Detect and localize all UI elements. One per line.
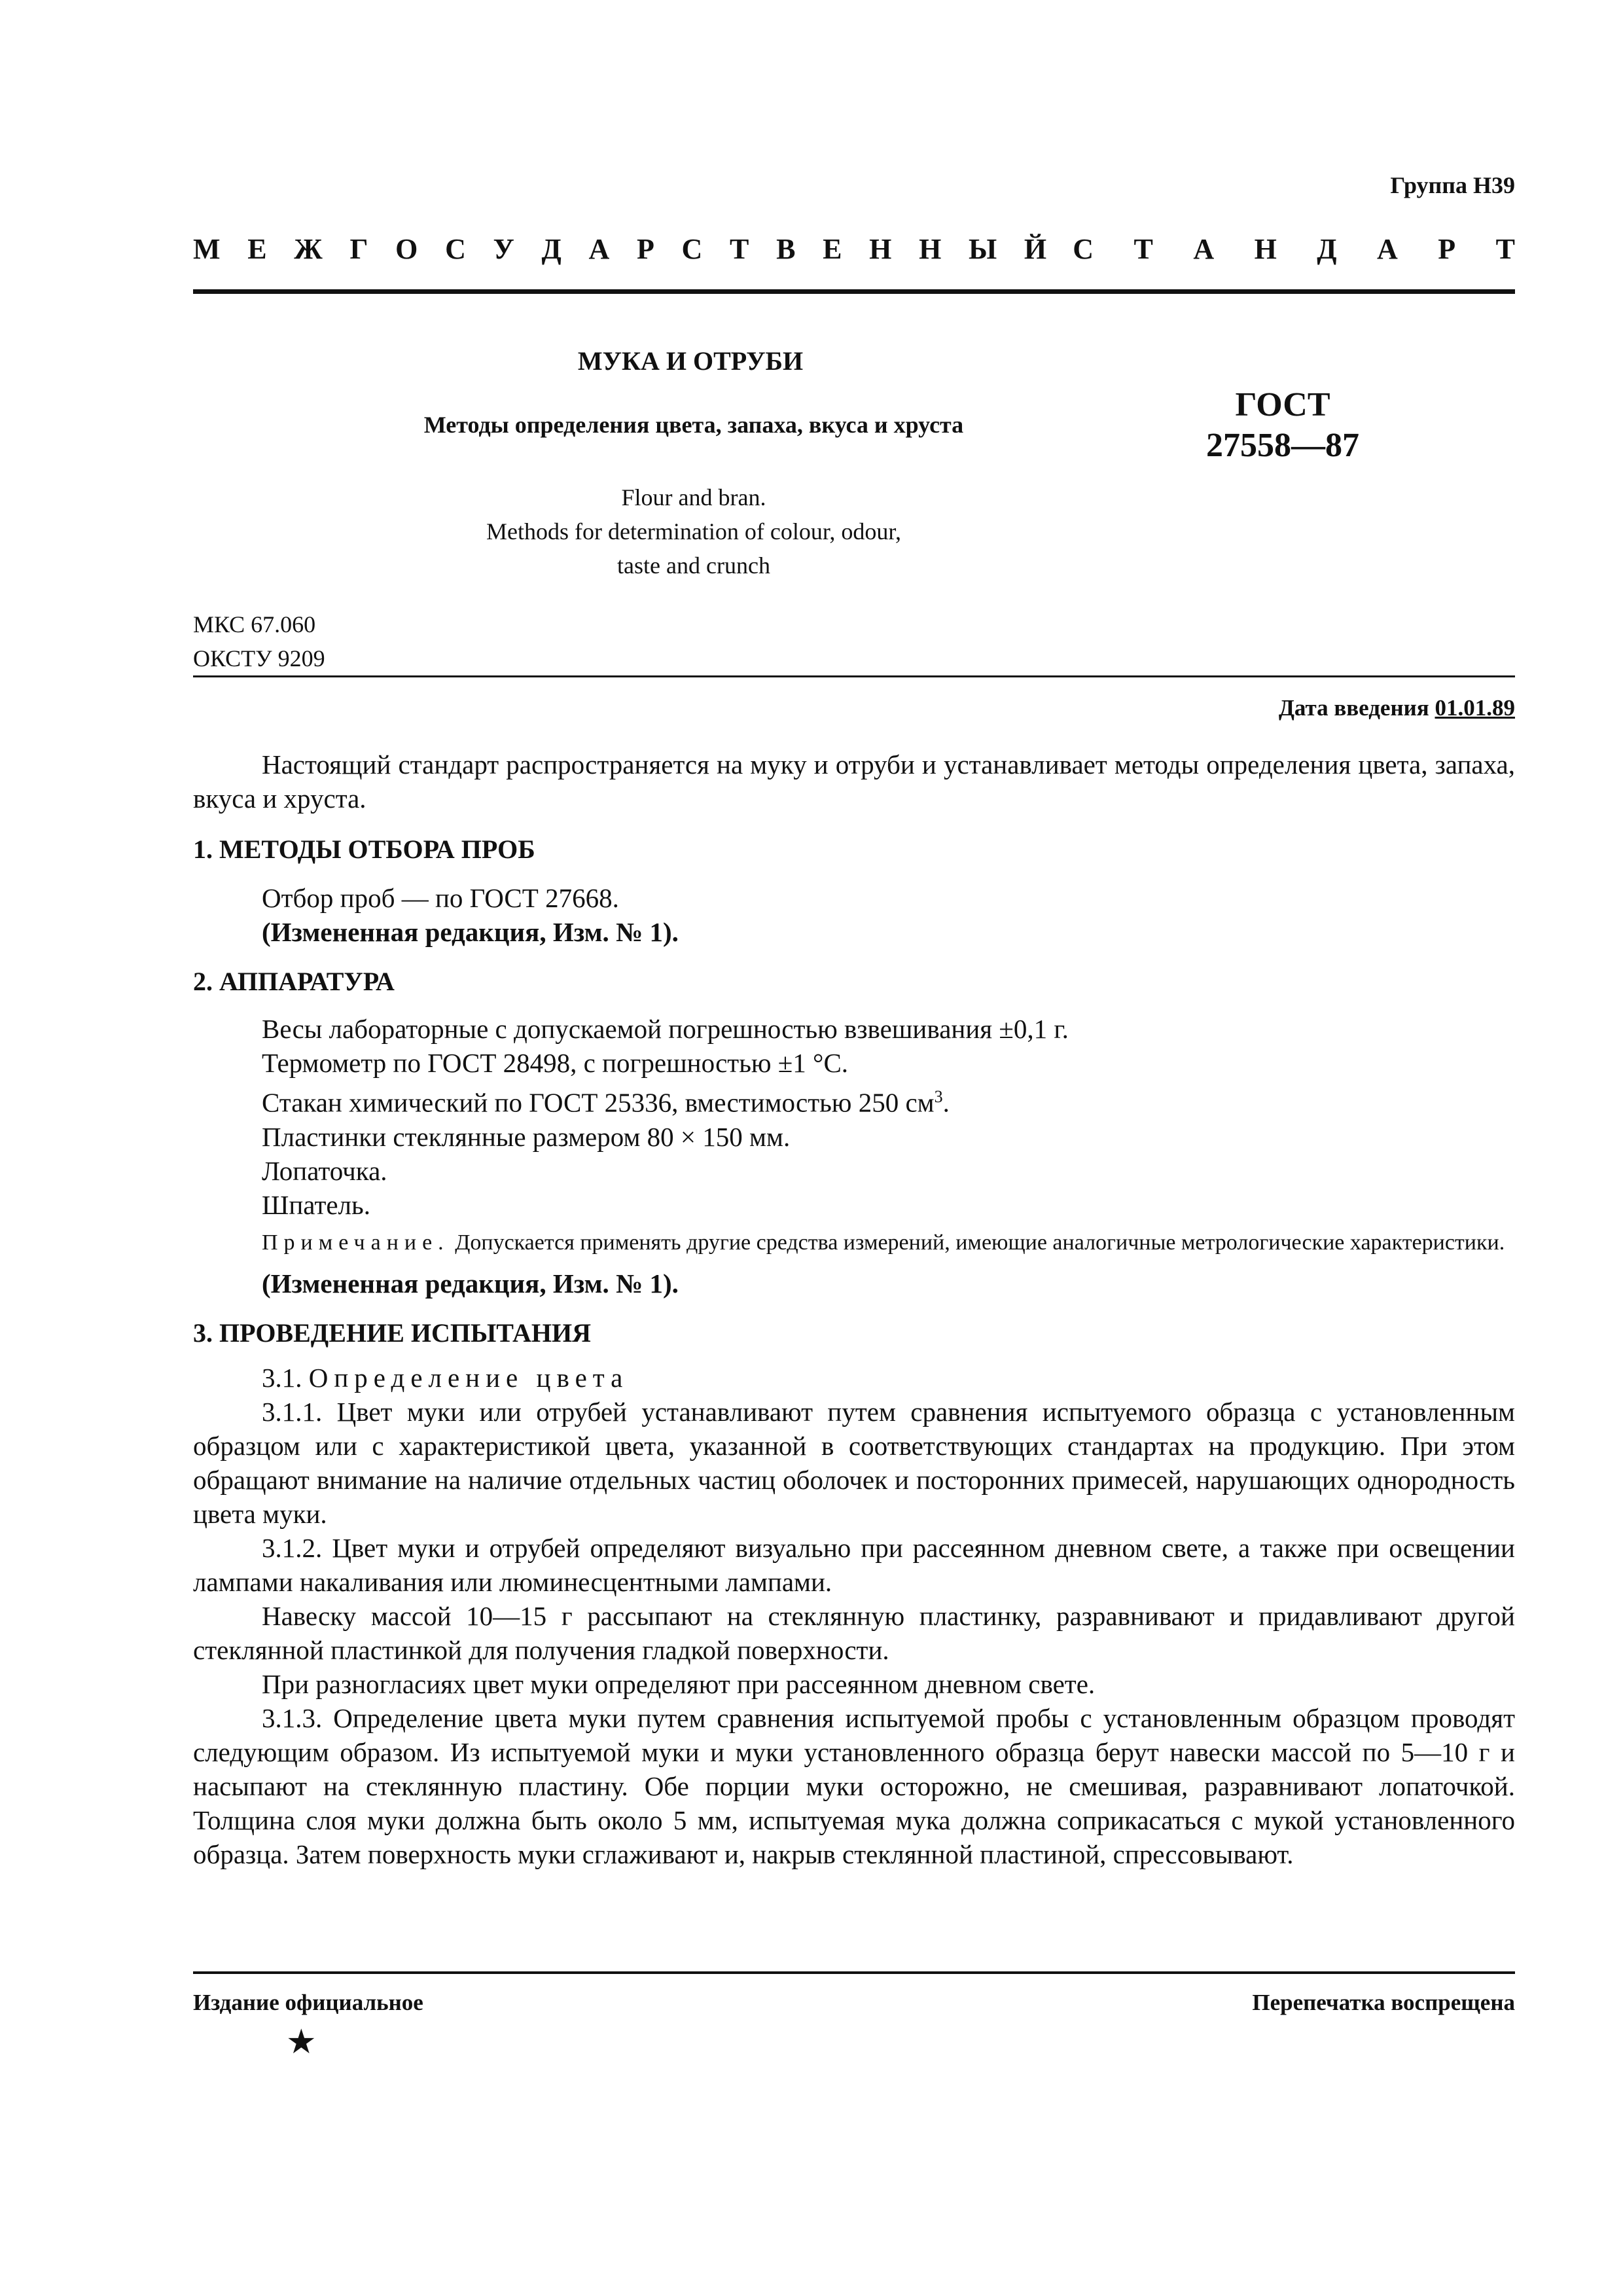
paragraph-3-1-2-c: При разногласиях цвет муки определяют при рассеянном дневном свете. [262, 1668, 1096, 1699]
subsection-heading [193, 1361, 1515, 1395]
sampling-line: Отбор проб — по ГОСТ 27668. [262, 883, 619, 913]
paragraph-3-1-2: 3.1.2. Цвет муки и отрубей определяют визуально при рассеянном дневном свете, а также при освещении лампами накаливания или люминесцентными лампами. [193, 1532, 1515, 1597]
apparatus-note [193, 1229, 1515, 1257]
interstate-standard-banner [193, 232, 1515, 266]
classification-codes [193, 607, 325, 675]
standard-word: С Т А Н Д А Р Т [1073, 233, 1515, 265]
english-title [0, 480, 1387, 583]
paragraph-3-1-1: 3.1.1. Цвет муки или отрубей устанавливают путем сравнения испытуемого образца с установленным образцом или с характеристикой цвета, указанной в соответствующих стандартах на продукцию. При этом обращают внимание на наличие отдельных частиц оболочек и посторонних примесей, нарушающих однородность цвета муки. [193, 1396, 1515, 1529]
document-title: МУКА И ОТРУБИ [577, 346, 804, 376]
mks-code: МКС 67.060 [193, 611, 316, 637]
paragraph-3-1-2-b: Навеску массой 10—15 г рассыпают на стеклянную пластинку, разравнивают и придавливают другой стеклянной пластинкой для получения гладкой поверхности. [193, 1600, 1515, 1665]
amendment-note: (Измененная редакция, Изм. № 1). [262, 917, 679, 947]
star-icon: ★ [286, 2024, 317, 2061]
gost-name: ГОСТ [1235, 386, 1330, 423]
group-code: Группа Н39 [1390, 172, 1515, 198]
apparatus-item: Шпатель. [262, 1189, 370, 1220]
apparatus-item [193, 1080, 1515, 1120]
intro-paragraph: Настоящий стандарт распространяется на муку и отруби и устанавливает методы определения цвета, запаха, вкуса и хруста. [193, 749, 1515, 814]
paragraph-3-1-3: 3.1.3. Определение цвета муки путем сравнения испытуемой пробы с установленным образцом проводят следующим образом. Из испытуемой муки и муки установленного образца берут навески массой по 5—10 г и насыпают на стеклянную пластину. Обе порции муки осторожно, не смешивая, разравнивают лопаточкой. Толщина слоя муки должна быть около 5 мм, испытуемая мука должна соприкасаться с мукой установленного образца. Затем поверхность муки сглаживают и, накрыв стеклянной пластиной, спрессовывают. [193, 1702, 1515, 1869]
subsection-number: 3.1. [262, 1362, 302, 1393]
okstu-code: ОКСТУ 9209 [193, 645, 325, 672]
header-rule [193, 289, 1515, 294]
gost-number: 27558—87 [1206, 427, 1359, 464]
introduction-date [1279, 695, 1515, 721]
english-title-line: Methods for determination of colour, odour, [486, 518, 901, 545]
note-label: Примечание. [262, 1230, 450, 1255]
english-title-line: taste and crunch [617, 552, 770, 579]
section-2-heading: 2. АППАРАТУРА [193, 967, 395, 996]
apparatus-item-end: . [942, 1087, 950, 1118]
document-subtitle: Методы определения цвета, запаха, вкуса и хруста [423, 412, 964, 438]
interstate-word: М Е Ж Г О С У Д А Р С Т В Е Н Н Ы Й [193, 233, 1047, 265]
apparatus-item: Термометр по ГОСТ 28498, с погрешностью ±1 °С. [262, 1048, 849, 1078]
date-value: 01.01.89 [1435, 695, 1515, 721]
body-main [193, 747, 1515, 1871]
codes-rule [193, 675, 1515, 677]
superscript: 3 [934, 1087, 943, 1106]
section-1-heading: 1. МЕТОДЫ ОТБОРА ПРОБ [193, 834, 535, 864]
date-label: Дата введения [1278, 695, 1429, 721]
apparatus-item-text: Стакан химический по ГОСТ 25336, вместимостью 250 см [262, 1087, 935, 1118]
subsection-title: Определение цвета [308, 1362, 629, 1393]
apparatus-item: Пластинки стеклянные размером 80 × 150 мм. [262, 1121, 791, 1152]
note-text: Допускается применять другие средства измерений, имеющие аналогичные метрологические характеристики. [455, 1230, 1505, 1255]
footer-rule [193, 1971, 1515, 1974]
apparatus-item: Весы лабораторные с допускаемой погрешностью взвешивания ±0,1 г. [262, 1014, 1069, 1044]
reprint-prohibited-label: Перепечатка воспрещена [1252, 1990, 1515, 2015]
section-3-heading: 3. ПРОВЕДЕНИЕ ИСПЫТАНИЯ [193, 1318, 591, 1348]
amendment-note: (Измененная редакция, Изм. № 1). [262, 1268, 679, 1299]
official-edition-label: Издание официальное [193, 1990, 423, 2015]
gost-designation [1119, 385, 1446, 466]
apparatus-item: Лопаточка. [262, 1155, 387, 1186]
english-title-line: Flour and bran. [621, 484, 766, 511]
